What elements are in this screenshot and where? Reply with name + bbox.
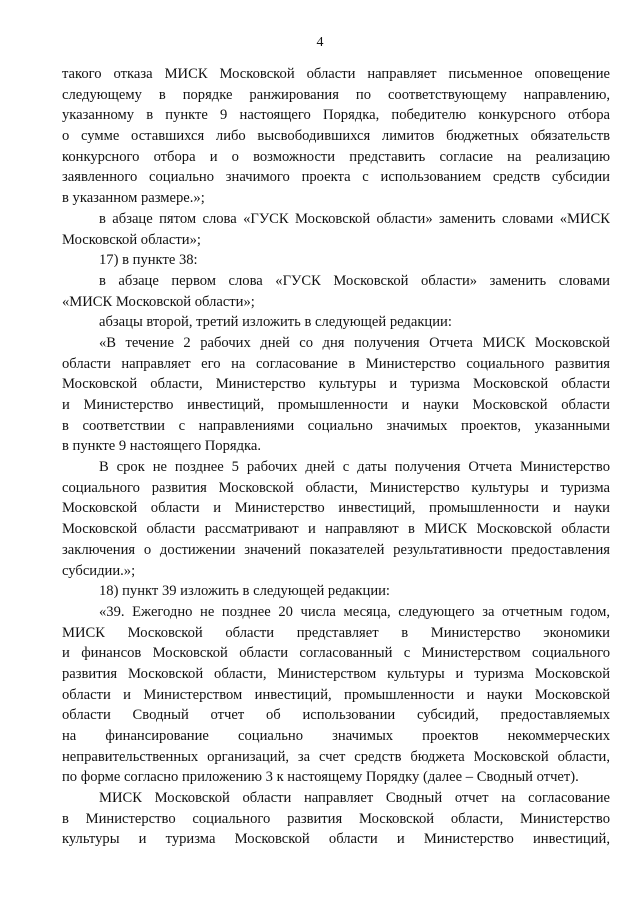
text-line: на финансирование социально значимых проектов некоммерческих [62,728,610,744]
text-line: в абзаце первом слова «ГУСК Московской области» заменить словами [99,272,610,289]
text-line: конкурсного отбора и о возможности представить согласие на реализацию [62,148,610,165]
text-line: «39. Ежегодно не позднее 20 числа месяца, следующего за отчетным годом, [99,603,610,620]
text-line: такого отказа МИСК Московской области направляет письменное оповещение [62,66,610,82]
text-line: МИСК Московской области представляет в Министерство экономики [62,624,610,641]
text-line: «В течение 2 рабочих дней со дня получения Отчета МИСК Московской [99,334,610,351]
text-line: Московской области»; [62,231,201,248]
text-line: неправительственных организаций, за счет средств бюджета Московской области, [62,748,610,765]
text-line: области Сводный отчет об использовании субсидий, предоставляемых [62,707,610,724]
text-line: субсидии.»; [62,562,136,579]
text-line: «МИСК Московской области»; [62,293,255,310]
text-line: в Министерство социального развития Московской области, Министерство [62,810,610,827]
text-line: 17) в пункте 38: [99,252,198,269]
text-line: заявленного социально значимого проекта с использованием средств субсидии [62,169,610,186]
text-line: о сумме оставшихся либо высвободившихся лимитов бюджетных обязательств [62,128,610,145]
text-line: в соответствии с направлениями социально значимых проектов, указанными [62,417,610,434]
text-line: и Министерство инвестиций, промышленности и науки Московской области [62,397,610,413]
text-line: культуры и туризма Московской области и Министерство инвестиций, [62,831,610,848]
document-body [62,64,610,850]
text-line: МИСК Московской области направляет Сводный отчет на согласование [99,790,610,807]
text-line: социального развития Московской области, Министерство культуры и туризма [62,479,610,496]
text-line: 18) пункт 39 изложить в следующей редакции: [99,583,390,600]
text-line: по форме согласно приложению 3 к настоящему Порядку (далее – Сводный отчет). [62,769,579,786]
text-line: Московской области, Министерство культуры и туризма Московской области [62,376,610,393]
text-line: в абзаце пятом слова «ГУСК Московской области» заменить словами «МИСК [99,210,610,227]
text-line: области и Министерством инвестиций, промышленности и науки Московской [62,686,610,703]
text-line: Московской области и Министерство инвестиций, промышленности и науки [62,500,610,517]
text-line: заключения о достижении значений показателей результативности предоставления [62,541,610,558]
text-line: следующему в порядке ранжирования по соответствующему направлению, [62,86,610,103]
text-line: в указанном размере.»; [62,190,205,207]
text-line: в пункте 9 настоящего Порядка. [62,438,262,455]
text-line: абзацы второй, третий изложить в следующей редакции: [99,314,452,331]
page-number: 4 [316,35,324,50]
text-line: В срок не позднее 5 рабочих дней с даты получения Отчета Министерство [99,459,610,476]
text-line: и финансов Московской области согласованный с Министерством социального [62,645,610,662]
text-line: развития Московской области, Министерством культуры и туризма Московской [62,665,610,682]
text-line: Московской области рассматривают и направляют в МИСК Московской области [62,521,610,538]
text-line: области направляет его на согласование в Министерство социального развития [62,355,610,372]
text-line: указанному в пункте 9 настоящего Порядка, победителю конкурсного отбора [62,107,610,124]
